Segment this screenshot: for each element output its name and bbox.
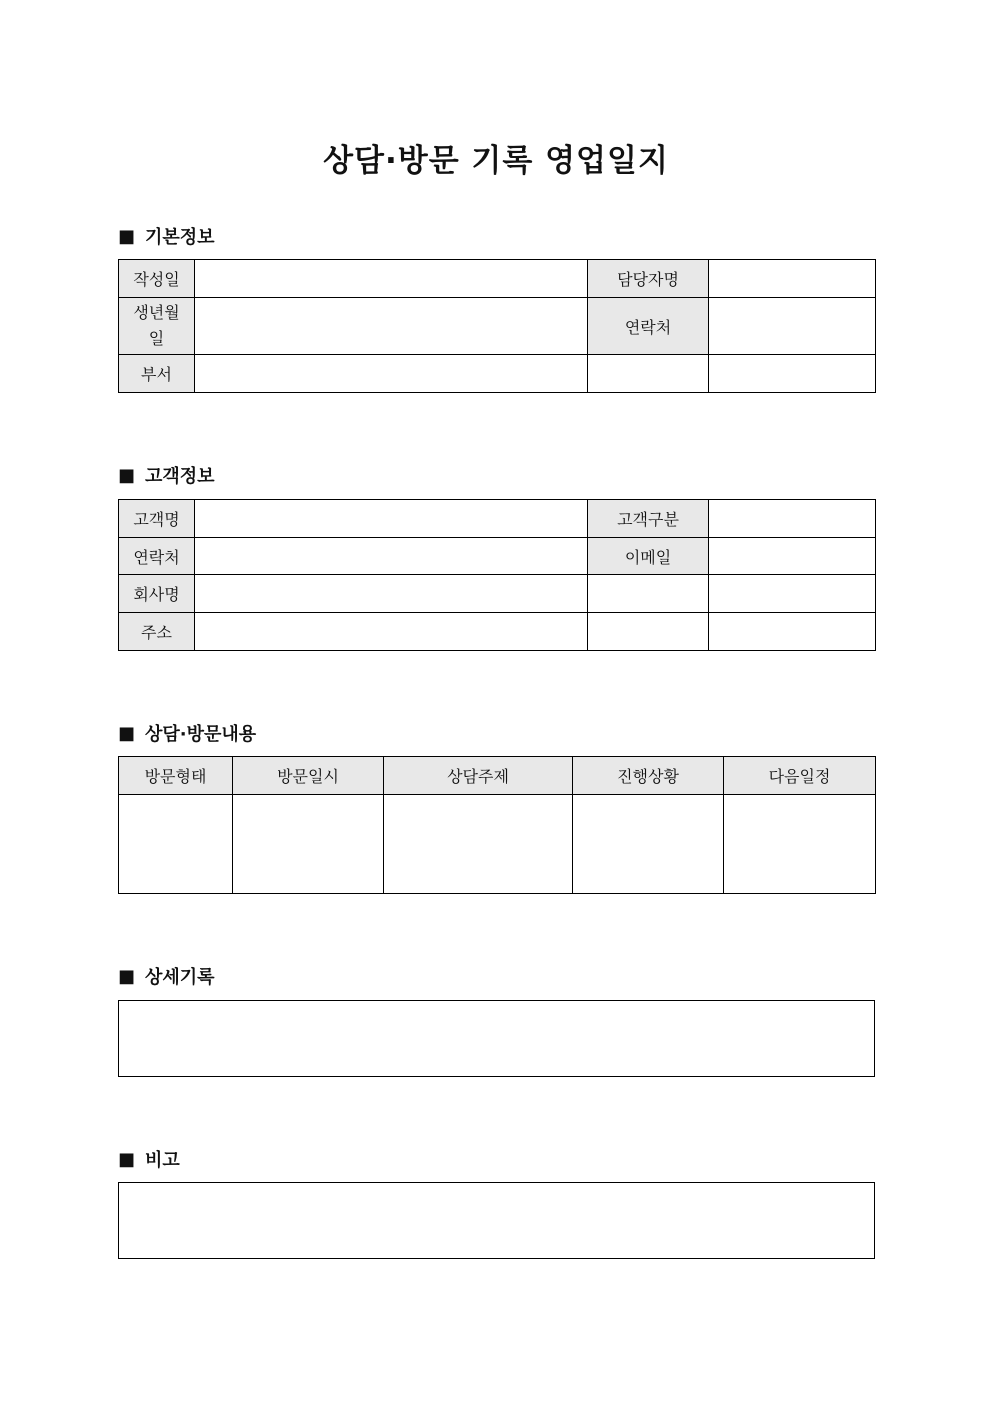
label-customer-type: 고객구분 — [588, 500, 709, 538]
square-bullet-icon: ■ — [118, 225, 136, 247]
column-next-schedule: 다음일정 — [724, 757, 876, 795]
section-visit-heading — [118, 720, 256, 746]
empty-label-cell — [588, 575, 709, 613]
section-remarks-title: 비고 — [145, 1150, 180, 1171]
column-topic: 상담주제 — [384, 757, 573, 795]
label-contact: 연락처 — [588, 298, 709, 355]
section-remarks-heading — [118, 1146, 180, 1172]
birth-date-field[interactable] — [195, 298, 588, 355]
label-email: 이메일 — [588, 538, 709, 575]
address-field[interactable] — [195, 613, 588, 651]
visit-datetime-cell[interactable] — [233, 795, 384, 894]
label-birth-line2: 일 — [148, 329, 165, 348]
visit-type-cell[interactable] — [119, 795, 233, 894]
section-visit-title: 상담·방문내용 — [145, 724, 257, 745]
section-customer-title: 고객정보 — [145, 466, 215, 487]
label-manager: 담당자명 — [588, 260, 709, 298]
next-schedule-cell[interactable] — [724, 795, 876, 894]
basic-info-table — [118, 259, 876, 393]
label-written-date: 작성일 — [119, 260, 195, 298]
customer-type-field[interactable] — [709, 500, 876, 538]
square-bullet-icon: ■ — [118, 464, 136, 486]
empty-label-cell — [588, 613, 709, 651]
empty-field-cell[interactable] — [709, 613, 876, 651]
contact-field[interactable] — [709, 298, 876, 355]
company-field[interactable] — [195, 575, 588, 613]
square-bullet-icon: ■ — [118, 722, 136, 744]
section-customer-heading — [118, 462, 215, 488]
empty-field-cell[interactable] — [709, 355, 876, 393]
label-company: 회사명 — [119, 575, 195, 613]
column-progress: 진행상황 — [573, 757, 724, 795]
label-customer-name: 고객명 — [119, 500, 195, 538]
label-birth-date — [119, 298, 195, 355]
square-bullet-icon: ■ — [118, 965, 136, 987]
email-field[interactable] — [709, 538, 876, 575]
column-visit-datetime: 방문일시 — [233, 757, 384, 795]
customer-info-table — [118, 499, 876, 651]
label-address: 주소 — [119, 613, 195, 651]
label-department: 부서 — [119, 355, 195, 393]
empty-label-cell — [588, 355, 709, 393]
written-date-field[interactable] — [195, 260, 588, 298]
department-field[interactable] — [195, 355, 588, 393]
section-details-heading — [118, 963, 215, 989]
label-customer-contact: 연락처 — [119, 538, 195, 575]
square-bullet-icon: ■ — [118, 1148, 136, 1170]
column-visit-type: 방문형태 — [119, 757, 233, 795]
customer-name-field[interactable] — [195, 500, 588, 538]
section-basic-title: 기본정보 — [145, 227, 215, 248]
label-birth-line1: 생년월 — [133, 303, 180, 322]
manager-field[interactable] — [709, 260, 876, 298]
visit-content-table — [118, 756, 876, 894]
customer-contact-field[interactable] — [195, 538, 588, 575]
progress-cell[interactable] — [573, 795, 724, 894]
section-details-title: 상세기록 — [145, 967, 215, 988]
details-box[interactable] — [118, 1000, 875, 1077]
empty-field-cell[interactable] — [709, 575, 876, 613]
page-title: 상담·방문 기록 영업일지 — [323, 143, 669, 179]
remarks-box[interactable] — [118, 1182, 875, 1259]
topic-cell[interactable] — [384, 795, 573, 894]
section-basic-heading — [118, 223, 215, 249]
